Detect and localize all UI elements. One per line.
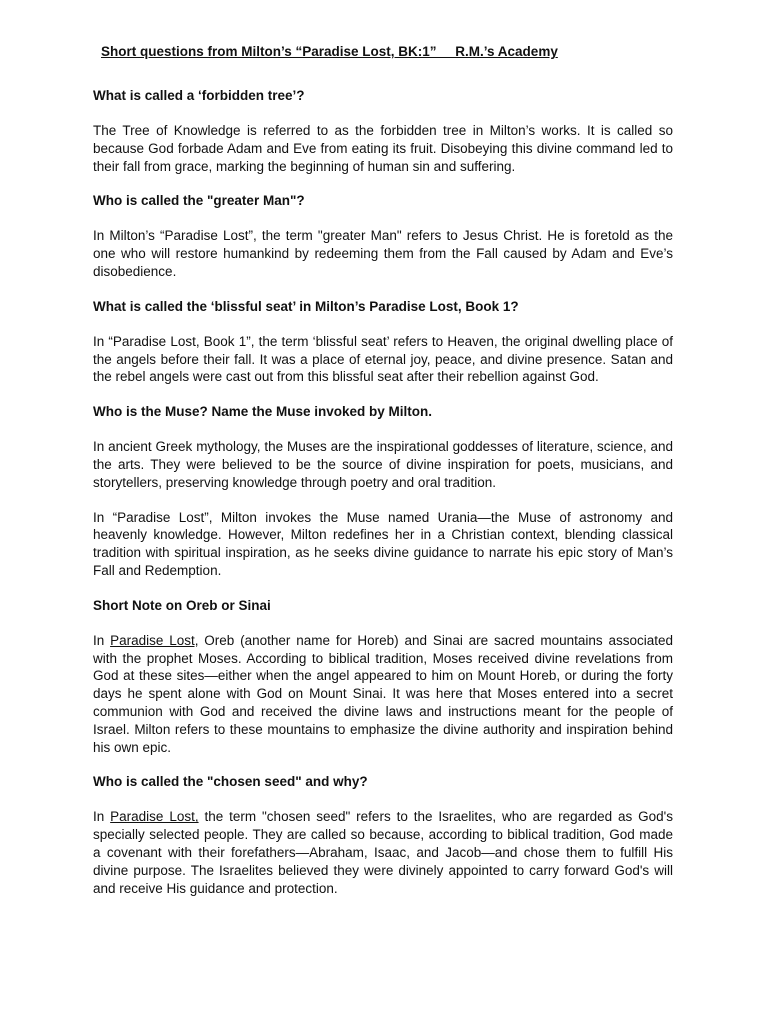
work-title-underlined: Paradise Lost, — [110, 632, 199, 648]
answer-paragraph: The Tree of Knowledge is referred to as the forbidden tree in Milton’s works. It is called so because God forbade Adam and Eve from eating its fruit. Disobeying this divine command led to their fall from grace, marking the beginning of human sin and suffering. — [93, 123, 673, 174]
answer-paragraph: In “Paradise Lost, Book 1”, the term ‘blissful seat’ refers to Heaven, the original dwelling place of the angels before their fall. It was a place of eternal joy, peace, and divine presence. Satan and the rebel angels were cast out from this blissful seat after their rebellion against God. — [93, 333, 673, 385]
answer-paragraph: In ancient Greek mythology, the Muses are the inspirational goddesses of literature, science, and the arts. They were believed to be the source of divine inspiration for poets, musicians, and storytellers, preserving knowledge through poetry and oral tradition. — [93, 439, 673, 490]
document-title: Short questions from Milton’s “Paradise Lost, BK:1” R.M.’s Academy — [101, 44, 558, 59]
answer-paragraph — [93, 808, 673, 897]
answer-body: the term "chosen seed" refers to the Israelites, who are regarded as God's specially selected people. They are called so because, according to biblical tradition, God made a covenant with their forefathers—Abraham, Isaac, and Jacob—and chose them to fulfill His divine purpose. The Israelites believed they were divinely appointed to carry forward God's will and receive His guidance and protection. — [93, 809, 673, 896]
answer-prefix: In — [93, 809, 111, 825]
work-title-underlined: Paradise Lost, — [110, 809, 199, 825]
question-heading: Who is called the "chosen seed" and why? — [93, 774, 368, 790]
question-heading: Who is the Muse? Name the Muse invoked by Milton. — [93, 404, 433, 420]
answer-paragraph: In “Paradise Lost”, Milton invokes the Muse named Urania—the Muse of astronomy and heavenly knowledge. However, Milton redefines her in a Christian context, blending classical tradition with spiritual inspiration, as he seeks divine guidance to narrate his epic story of Man’s Fall and Redemption. — [93, 509, 673, 578]
question-heading: Who is called the "greater Man"? — [93, 193, 305, 209]
answer-paragraph — [93, 632, 673, 757]
question-heading: Short Note on Oreb or Sinai — [93, 597, 271, 613]
question-heading: What is called the ‘blissful seat’ in Milton’s Paradise Lost, Book 1? — [93, 298, 519, 314]
document-page — [93, 43, 673, 897]
question-heading: What is called a ‘forbidden tree’? — [93, 88, 305, 103]
answer-body: Oreb (another name for Horeb) and Sinai are sacred mountains associated with the prophet Moses. According to biblical tradition, Moses received divine revelations from God at these sites—either when the angel appeared to him on Mount Horeb, or during the forty days he spent alone with God on Mount Sinai. It was here that Moses entered into a secret communion with God and received the divine laws and instructions meant for the people of Israel. Milton refers to these mountains to emphasize the divine authority and inspiration behind his own epic. — [93, 632, 673, 755]
answer-prefix: In — [93, 632, 111, 648]
answer-paragraph: In Milton’s “Paradise Lost”, the term "greater Man" refers to Jesus Christ. He is foretold as the one who will restore humankind by redeeming them from the Fall caused by Adam and Eve’s disobedience. — [93, 228, 673, 279]
